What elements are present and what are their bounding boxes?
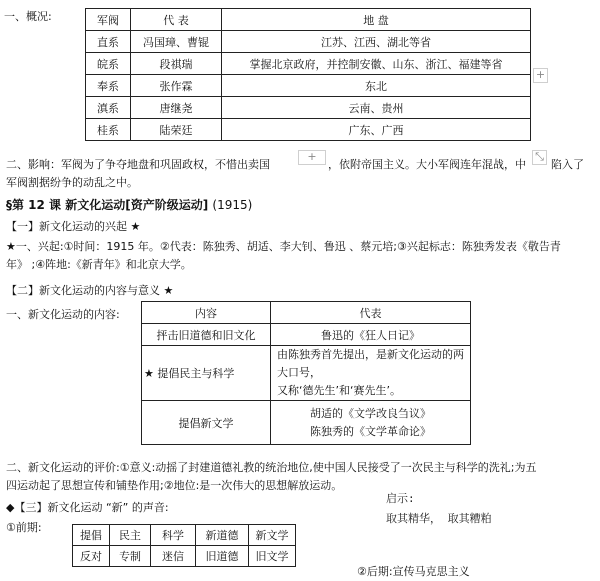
table-cell: 唐继尧 (131, 97, 222, 119)
table-row (86, 75, 531, 97)
table-cell: 陆荣廷 (131, 119, 222, 141)
table-row (86, 31, 531, 53)
resize-table-handle[interactable]: ⤡ (532, 150, 547, 165)
part1-line-2: 年》 ;④阵地:《新青年》和北京大学。 (6, 258, 192, 271)
table-cell: 科学 (151, 525, 196, 546)
table-cell: 新道德 (196, 525, 249, 546)
table-row (73, 525, 296, 546)
table-cell: 民主 (110, 525, 151, 546)
table-header: 地 盘 (222, 9, 531, 31)
table-row (86, 97, 531, 119)
table-row (142, 324, 471, 346)
table-cell: 奉系 (86, 75, 131, 97)
part1-title: 【一】新文化运动的兴起 ★ (6, 220, 141, 233)
table-header: 军阀 (86, 9, 131, 31)
table-cell: 迷信 (151, 546, 196, 567)
table-cell: 专制 (110, 546, 151, 567)
table-cell (271, 401, 471, 445)
table-cell: 段祺瑞 (131, 53, 222, 75)
table-cell: 抨击旧道德和旧文化 (142, 324, 271, 346)
lesson-title-text: §第 12 课 新文化运动[资产阶级运动] (6, 198, 209, 212)
table-row (142, 401, 471, 445)
table-cell: 掌握北京政府，并控制安徽、山东、浙江、福建等省 (222, 53, 531, 75)
add-row-button[interactable]: + (298, 150, 326, 165)
table-header: 代 表 (131, 9, 222, 31)
note-title (386, 490, 415, 506)
table-cell: 桂系 (86, 119, 131, 141)
lesson-title (6, 196, 252, 213)
table-cell: 鲁迅的《狂人日记》 (271, 324, 471, 346)
table-cell: 冯国璋、曹锟 (131, 31, 222, 53)
cell-text-line: 又称‘德先生’和‘赛先生’。 (277, 384, 401, 397)
later-label: ②后期:宣传马克思主义 (357, 565, 470, 578)
table-row (73, 546, 296, 567)
warlord-table (85, 8, 531, 141)
table-cell: ★ 提倡民主与科学 (142, 346, 271, 401)
table-cell: 广东、广西 (222, 119, 531, 141)
early-label: ①前期: (6, 521, 42, 534)
table-row (142, 346, 471, 401)
note-text-content: 取其精华， 取其糟粕 (386, 512, 492, 525)
influence-line-1a: 二、影响：军阀为了争夺地盘和巩固政权，不惜出卖国 (6, 158, 270, 171)
table-cell: 提倡 (73, 525, 110, 546)
table-cell: 提倡新文学 (142, 401, 271, 445)
part3-title: ◆【三】新文化运动 “新” 的声音: (6, 501, 169, 514)
table-cell (271, 346, 471, 401)
content-label: 一、新文化运动的内容: (6, 308, 120, 321)
table-cell: 东北 (222, 75, 531, 97)
lesson-year: (1915) (212, 198, 253, 212)
table-cell: 反对 (73, 546, 110, 567)
cell-text-line: 胡适的《文学改良刍议》 (310, 406, 431, 420)
influence-line-2: 军阀割据纷争的动乱之中。 (6, 176, 138, 189)
evaluation-line-1: 二、新文化运动的评价:①意义:动摇了封建道德礼教的统治地位,使中国人民接受了一次民主与科学的洗礼;为五 (6, 461, 537, 474)
table-header: 代表 (271, 302, 471, 324)
part2-title: 【二】新文化运动的内容与意义 ★ (6, 284, 174, 297)
cell-text-line: 陈独秀的《文学革命论》 (310, 424, 431, 438)
table-cell: 张作霖 (131, 75, 222, 97)
table-row (86, 119, 531, 141)
cell-text-line: 由陈独秀首先提出，是新文化运动的两大口号， (277, 348, 464, 379)
table-row (86, 53, 531, 75)
evaluation-line-2: 四运动起了思想宣传和铺垫作用;②地位:是一次伟大的思想解放运动。 (6, 479, 343, 492)
part1-line-1: ★一、兴起:①时间：1915 年。②代表：陈独秀、胡适、李大钊、鲁迅 、蔡元培;③兴起标志：陈独秀发表《敬告青 (6, 240, 561, 253)
note-title-text: 启示: (386, 492, 415, 505)
content-table (141, 301, 471, 445)
table-cell: 旧道德 (196, 546, 249, 567)
table-cell: 旧文学 (249, 546, 296, 567)
table-cell: 新文学 (249, 525, 296, 546)
section-heading-overview: 一、概况: (4, 10, 52, 23)
influence-line-1c: 陷入了 (551, 158, 584, 171)
note-text (386, 510, 492, 526)
table-cell: 云南、贵州 (222, 97, 531, 119)
table-cell: 江苏、江西、湖北等省 (222, 31, 531, 53)
early-table (72, 524, 296, 567)
table-cell: 直系 (86, 31, 131, 53)
add-column-button[interactable]: + (533, 68, 548, 83)
table-cell: 皖系 (86, 53, 131, 75)
influence-line-1b: ，依附帝国主义。大小军阀连年混战，中 (328, 158, 526, 171)
table-cell: 滇系 (86, 97, 131, 119)
table-header: 内容 (142, 302, 271, 324)
